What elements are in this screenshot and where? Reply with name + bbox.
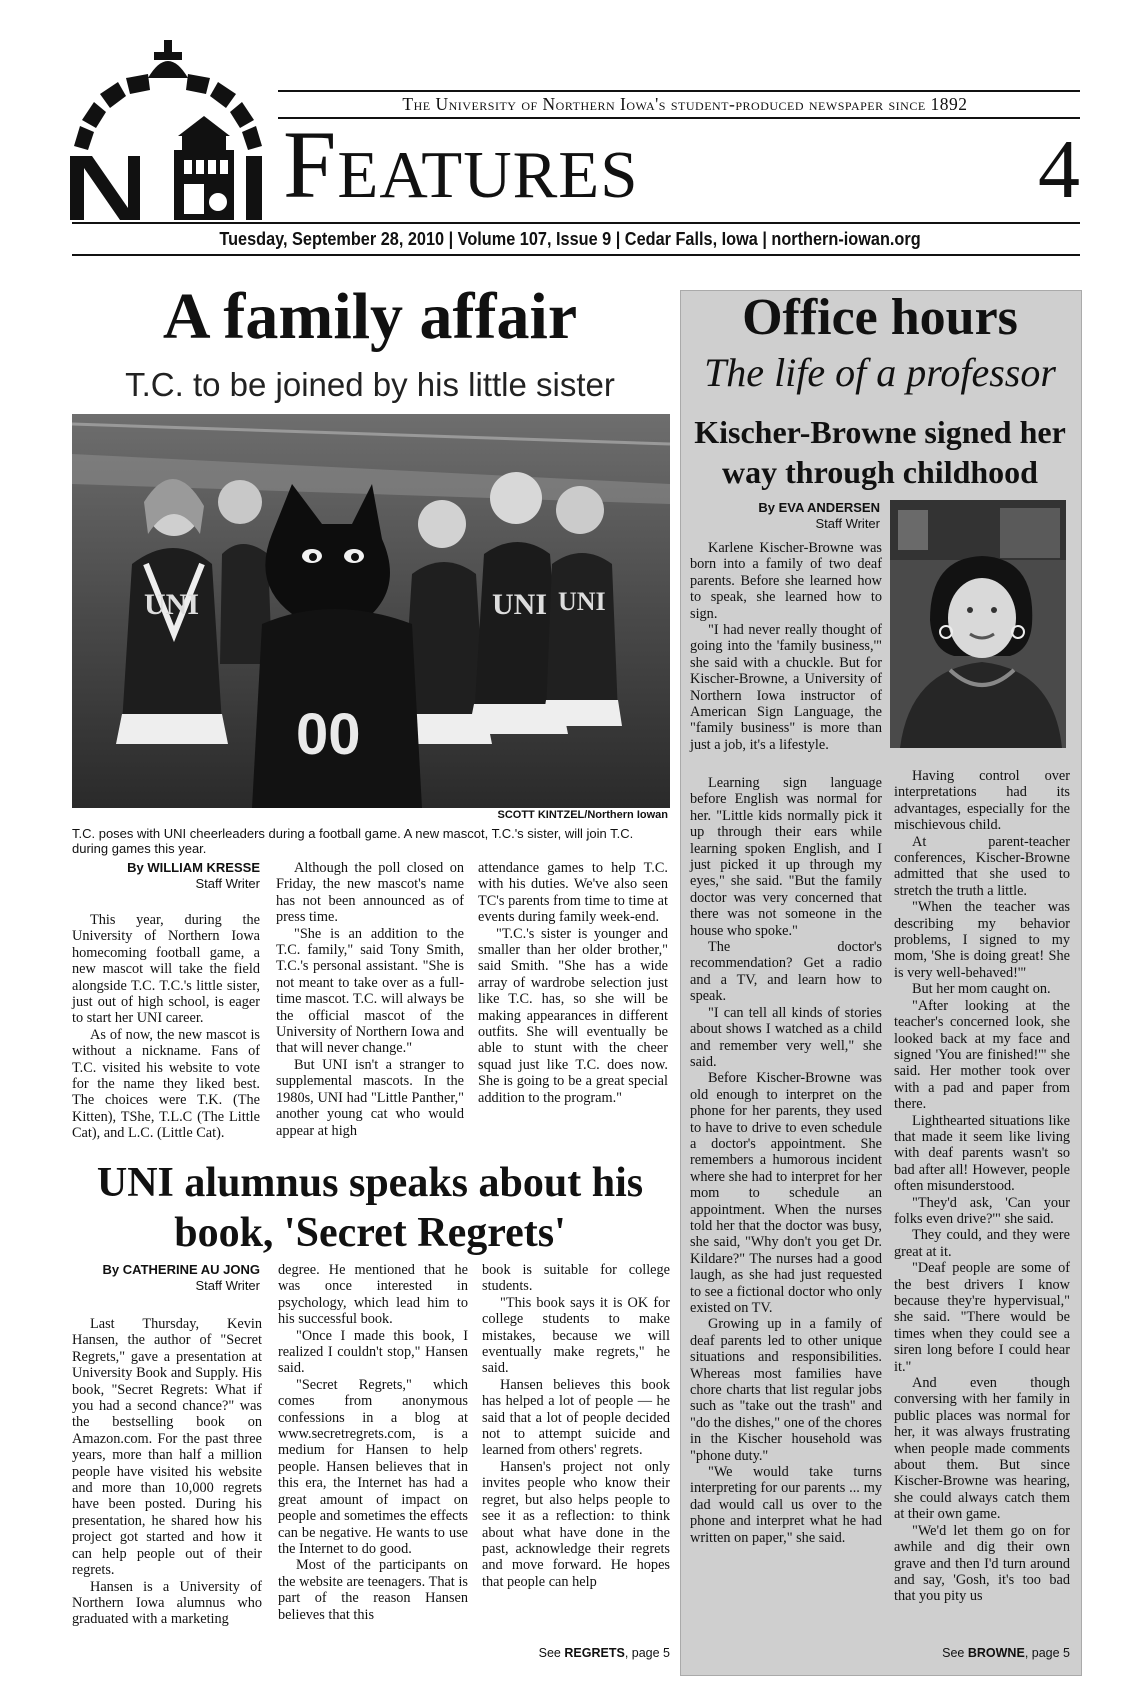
story2-column-2 — [278, 1262, 468, 1623]
paragraph: Hansen believes this book has helped a lot of people — he said that a lot of people decided not to attempt suicide and learned from others' regrets. — [482, 1376, 670, 1459]
paragraph: The doctor's recommendation? Get a radio and a TV, and learn how to speak. — [690, 939, 882, 1005]
paragraph: book is suitable for college students. — [482, 1262, 670, 1295]
jump-page: , page 5 — [1024, 1646, 1070, 1660]
story2-headline: UNI alumnus speaks about his book, 'Secret Regrets' — [96, 1160, 644, 1256]
story3-column-1 — [690, 775, 882, 1546]
byline-name: By EVA ANDERSEN — [758, 500, 880, 515]
paragraph: They could, and they were great at it. — [894, 1227, 1070, 1260]
paragraph: Although the poll closed on Friday, the new mascot's name has not been announced as of press time. — [276, 860, 464, 926]
story3-column-1-top — [690, 540, 882, 753]
story3-subheadline: Kischer-Browne signed her way through childhood — [694, 414, 1066, 490]
paragraph: Lighthearted situations like that made it seem like living with deaf parents wasn't so bad after all! However, people often misunderstood. — [894, 1112, 1070, 1195]
jump-page: , page 5 — [624, 1646, 670, 1660]
paragraph: But her mom caught on. — [912, 981, 1051, 998]
jump-keyword: BROWNE — [967, 1646, 1025, 1660]
paragraph: "After looking at the teacher's concerned look, she looked back at my face and signed 'You are finished!'" she said. Her mother took over with a pad and paper from there. — [894, 997, 1070, 1113]
paragraph: "I can tell all kinds of stories about shows I watched as a child and remember very well," she said. — [690, 1004, 882, 1070]
story3-column-2 — [894, 768, 1070, 1605]
photo-caption: T.C. poses with UNI cheerleaders during a football game. A new mascot, T.C.'s sister, will join T.C. during games this year. — [72, 826, 634, 856]
mascot-cheerleaders-photo — [72, 414, 670, 808]
byline-name: By WILLIAM KRESSE — [127, 860, 260, 875]
paragraph: Karlene Kischer-Browne was born into a family of two deaf parents. Before she learned how to speak, she learned how to sign. — [690, 540, 882, 622]
dateline-top-rule — [72, 222, 1080, 224]
jump-prefix: See — [942, 1646, 965, 1660]
paragraph: degree. He mentioned that he was once interested in psychology, which lead him to his successful book. — [278, 1262, 468, 1328]
paragraph: But UNI isn't a stranger to supplemental mascots. In the 1980s, UNI had "Little Panther," another young cat who would appear at high — [276, 1056, 464, 1139]
paragraph: At parent-teacher conferences, Kischer-Browne admitted that she used to stretch the truth a little. — [894, 833, 1070, 899]
paragraph: Last Thursday, Kevin Hansen, the author of "Secret Regrets," gave a presentation at University Book and Supply. His book, "Secret Regrets: What if you had a second chance?" was the bestselling book on Amazon.com. For the past three years, more than half a million people have visited his website and more than 10,000 regrets have been posted. During his presentation, he shared how his project got started and how it can help people out of their regrets. — [72, 1316, 262, 1579]
byline-title: Staff Writer — [815, 516, 880, 531]
paragraph: "We would take turns interpreting for our parents ... my dad would call us over to the phone and interpret what he had written on paper," she said. — [690, 1464, 882, 1546]
dateline-bottom-rule — [72, 254, 1080, 256]
paragraph: Having control over interpretations had its advantages, especially for the mischievous child. — [894, 768, 1070, 834]
story2-byline — [72, 1262, 260, 1294]
story3-headline: Office hours — [742, 289, 1018, 346]
story1-headline: A family affair — [162, 280, 578, 353]
paragraph: "They'd ask, 'Can your folks even drive?'" she said. — [894, 1194, 1070, 1227]
byline-name: By CATHERINE AU JONG — [102, 1262, 260, 1277]
paragraph: "T.C.'s sister is younger and smaller than her older brother," said Smith. "She has a wide array of wardrobe selection just like T.C. has, so she will be making appearances in different outfits. She will eventually be able to stunt with the cheer squad just like T.C. does now. She is going to be a great special addition to the program." — [478, 925, 668, 1106]
paragraph: "I had never really thought of going into the 'family business,'" she said with a chuckle. But for Kischer-Browne, a University of Northern Iowa instructor of American Sign Language, the "family business" is more than just a job, it's a lifestyle. — [690, 622, 882, 753]
story1-column-2 — [276, 860, 464, 1139]
photo-uniform-text: UNI — [558, 587, 606, 616]
paragraph: "We'd let them go on for awhile and dig their own grave and then I'd turn around and say, 'Gosh, it's too bad that you pity us — [894, 1522, 1070, 1605]
paragraph: Hansen's project not only invites people who know their regret, but also helps people to see it as a reflection: to think about what have done in the past, acknowledge their regrets and move forward. He hopes that people can help — [482, 1458, 670, 1590]
story3-byline — [690, 500, 880, 532]
byline-title: Staff Writer — [195, 876, 260, 891]
photo-uniform-text: UNI — [144, 588, 200, 621]
paragraph: Hansen is a University of Northern Iowa alumnus who graduated with a marketing — [72, 1578, 262, 1628]
story2-column-1 — [72, 1316, 262, 1628]
story2-jump-line[interactable] — [482, 1646, 670, 1660]
story1-column-1 — [72, 912, 260, 1142]
photo-credit: SCOTT KINTZEL/Northern Iowan — [497, 809, 668, 821]
professor-portrait-photo — [890, 500, 1066, 748]
paragraph: "Secret Regrets," which comes from anonymous confessions in a blog at www.secretregrets.com, is a medium for Hansen to help people. Hansen believes that in this era, the Internet has had a great amount of impact on people and sometimes the effects can be negative. He wants to use the Internet to do good. — [278, 1376, 468, 1557]
story1-byline — [72, 860, 260, 892]
paragraph: Learning sign language before English was normal for her. "Little kids normally pick it up through their ears while learning spoken English, and I just picked it up through my eyes," she said. "But the family doctor was very concerned that there was not someone in the house who spoke." — [690, 775, 882, 939]
jump-keyword: REGRETS — [564, 1646, 625, 1660]
dateline: Tuesday, September 28, 2010 | Volume 107, Issue 9 | Cedar Falls, Iowa | northern-iowan.org — [219, 228, 921, 249]
paragraph: "When the teacher was describing my behavior problems, I signed to my mom, 'She is doing great! She is very well-behaved!'" — [894, 899, 1070, 981]
story1-column-3 — [478, 860, 668, 1106]
page-number: 4 — [1038, 123, 1080, 216]
paragraph: "This book says it is OK for college students to make mistakes, because we will eventually make regrets," he said. — [482, 1294, 670, 1377]
paragraph: And even though conversing with her family in public places was normal for her, it was always frustrating when people made comments about them. But since Kischer-Browne was hearing, she could always catch them at their own game. — [894, 1375, 1070, 1523]
story1-subhead: T.C. to be joined by his little sister — [125, 366, 615, 403]
masthead-tagline: The University of Northern Iowa's student-produced newspaper since 1892 — [402, 94, 968, 114]
paragraph: Before Kischer-Browne was old enough to interpret on the phone for her parents, they used to have to drive to even schedule a doctor's appointment. She remembers a humorous incident where she had to interpret for her mom to schedule an appointment. When the nurses told her that the doctor was busy, she said, "Why don't you get Dr. Kildare?" The nurses had a good laugh, as she had just requested to see a fictional doctor who only existed on TV. — [690, 1070, 882, 1316]
story2-column-3 — [482, 1262, 670, 1590]
story3-subhead: The life of a professor — [704, 350, 1056, 395]
masthead-top-rule — [278, 90, 1080, 92]
section-title: Features — [283, 111, 639, 218]
photo-uniform-text: UNI — [492, 588, 548, 621]
paragraph: As of now, the new mascot is without a nickname. Fans of T.C. visited his website to vote for the name they liked best. The choices were T.K. (The Kitten), TShe, T.L.C (The Little Cat), and L.C. (Little Cat). — [72, 1026, 260, 1142]
paragraph: "Deaf people are some of the best drivers I know because they're hypervisual," she said. "There would be times when they could see a siren long before I could hear it." — [894, 1260, 1070, 1375]
paragraph: attendance games to help T.C. with his duties. We've also seen TC's parents from time to time at events during family week-end. — [478, 860, 668, 926]
newspaper-logo — [70, 38, 265, 223]
photo-jersey-number: 00 — [296, 702, 361, 767]
byline-title: Staff Writer — [195, 1278, 260, 1293]
paragraph: "Once I made this book, I realized I couldn't stop," Hansen said. — [278, 1327, 468, 1377]
paragraph: "She is an addition to the T.C. family," said Tony Smith, T.C.'s personal assistant. "She is not meant to take over as a full-time mascot. T.C. will always be the official mascot of the University of Northern Iowa and that will never change." — [276, 925, 464, 1057]
jump-prefix: See — [538, 1646, 561, 1660]
story3-jump-line[interactable] — [894, 1646, 1070, 1660]
paragraph: This year, during the University of Northern Iowa homecoming football game, a new mascot will take the field alongside T.C. T.C.'s little sister, just out of high school, is eager to start her UNI career. — [72, 912, 260, 1027]
paragraph: Most of the participants on the website are teenagers. That is part of the reason Hansen believes that this — [278, 1557, 468, 1623]
paragraph: Growing up in a family of deaf parents led to other unique situations and responsibilities. Whereas most families have chore charts that list regular jobs such as "take out the trash" and "do the dishes," one of the chores in the Kischer household was "phone duty." — [690, 1316, 882, 1464]
